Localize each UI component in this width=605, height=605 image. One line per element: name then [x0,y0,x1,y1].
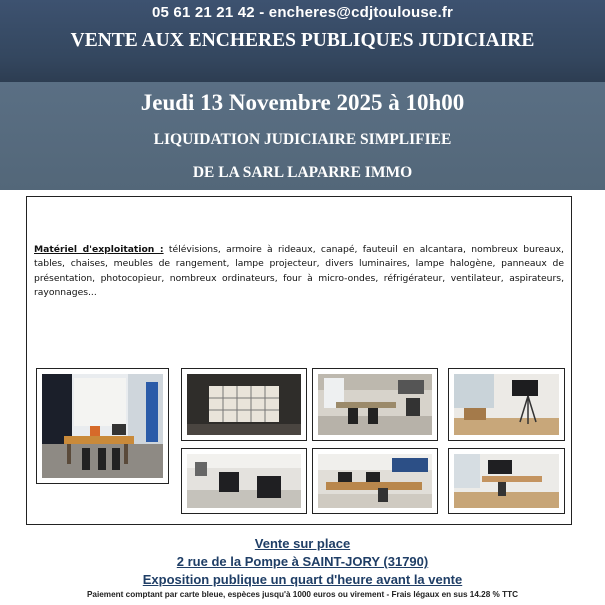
sale-location-label: Vente sur place [254,536,351,551]
page-title: VENTE AUX ENCHERES PUBLIQUES JUDICIAIRE [70,30,535,51]
photo-armchairs-image [187,454,301,508]
photo-projector-room [181,368,307,441]
equipment-label: Matériel d'exploitation : [34,244,164,255]
photo-office-chairs [312,368,438,441]
sale-address: 2 rue de la Pompe à SAINT-JORY (31790) [176,554,429,569]
photo-desks-computers-image [318,454,432,508]
photo-office-desk [36,368,169,484]
equipment-description [34,243,564,300]
photo-desks-computers [312,448,438,514]
subtitle-liquidation: LIQUIDATION JUDICIAIRE SIMPLIFIEE [153,131,452,148]
sale-date: Jeudi 13 Novembre 2025 à 10h00 [140,90,465,115]
exhibition-note: Exposition publique un quart d'heure avant la vente [142,572,463,587]
photo-office-chairs-image [318,374,432,435]
photo-corner-desk [448,448,565,514]
photo-corner-desk-image [454,454,559,508]
photo-tripod-room [448,368,565,441]
photo-tripod-room-image [454,374,559,435]
photo-office-desk-image [42,374,163,478]
subtitle-company: DE LA SARL LAPARRE IMMO [192,164,413,181]
payment-terms: Paiement comptant par carte bleue, espèces jusqu'à 1000 euros ou virement - Frais légaux en sus 14.28 % TTC [86,590,519,599]
photo-projector-room-image [187,374,301,435]
equipment-text: télévisions, armoire à rideaux, canapé, fauteuil en alcantara, nombreux bureaux, tables, chaises, meubles de rangement, lampe projecteur, divers luminaires, lampe halogène, panneaux de présentation, photocopieur, nombreux ordinateurs, four à micro-ondes, réfrigérateur, ventilateur, aspirateurs, rayonnages... [34,244,564,298]
contact-line: 05 61 21 21 42 - encheres@cdjtoulouse.fr [151,4,454,21]
photo-armchairs [181,448,307,514]
